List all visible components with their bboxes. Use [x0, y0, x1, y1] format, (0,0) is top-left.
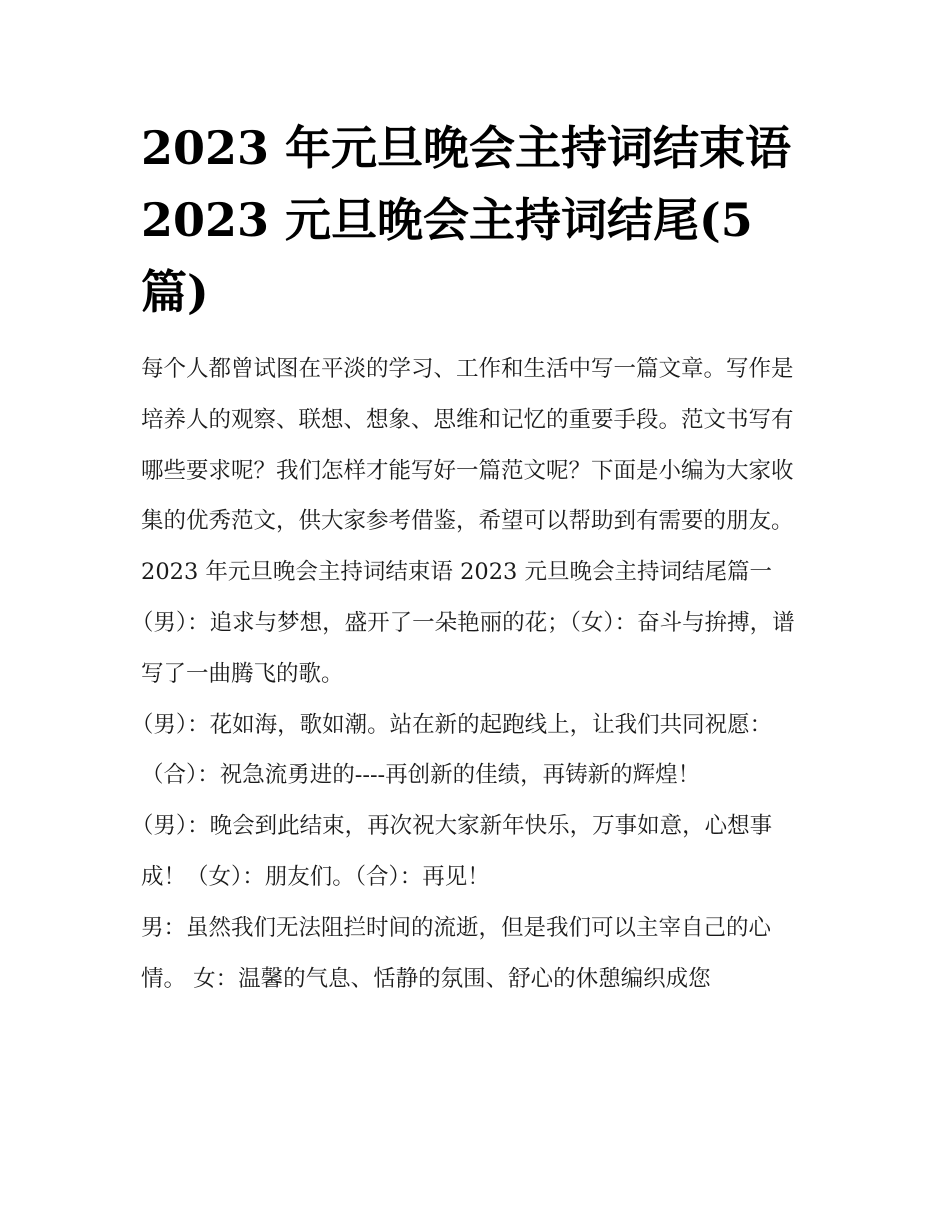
dialogue-paragraph: （男）：晚会到此结束，再次祝大家新年快乐，万事如意，心想事成！（女）：朋友们。（合）：再见！ — [130, 813, 773, 890]
document-title: 2023 年元旦晚会主持词结束语 2023 元旦晚会主持词结尾(5篇) — [141, 121, 792, 319]
dialogue-paragraph: （男）：追求与梦想，盛开了一朵艳丽的花；（女）：奋斗与拚搏，谱写了一曲腾飞的歌。 — [130, 609, 795, 687]
section-heading: 2023 年元旦晚会主持词结束语 2023 元旦晚会主持词结尾篇一 — [141, 559, 772, 586]
dialogue-paragraph: 男：虽然我们无法阻拦时间的流逝，但是我们可以主宰自己的心情。 女：温馨的气息、恬静的氛围、舒心的休憩编织成您 — [141, 914, 772, 992]
dialogue-paragraph: （男）：花如海，歌如潮。站在新的起跑线上，让我们共同祝愿：（合）：祝急流勇进的----再创新的佳绩，再铸新的辉煌！ — [130, 711, 773, 789]
intro-paragraph: 每个人都曾试图在平淡的学习、工作和生活中写一篇文章。写作是培养人的观察、联想、想象、思维和记忆的重要手段。范文书写有哪些要求呢？我们怎样才能写好一篇范文呢？下面是小编为大家收集的优秀范文，供大家参考借鉴，希望可以帮助到有需要的朋友。 — [141, 356, 794, 535]
document-body — [130, 344, 813, 1004]
document-page — [130, 112, 813, 1004]
